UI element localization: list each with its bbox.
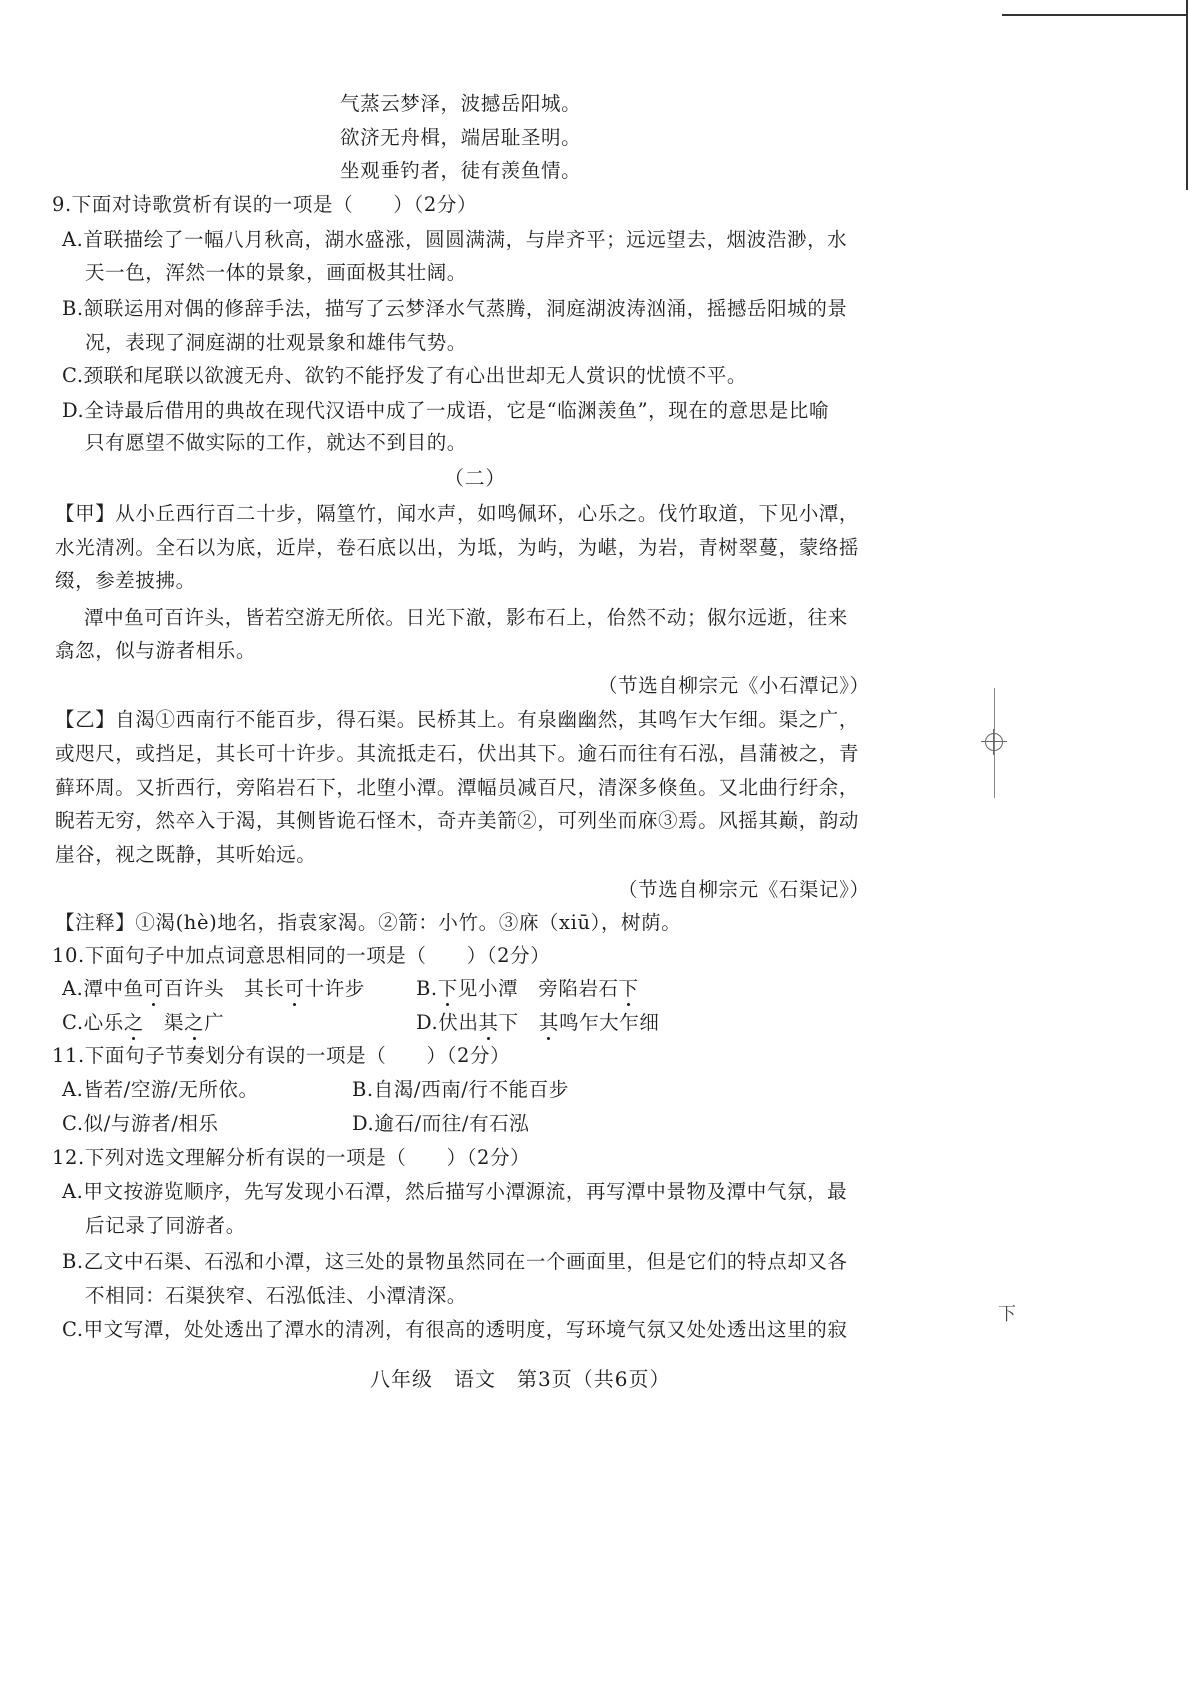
q9-option-a-line2: 天一色，浑然一体的景象，画面极其壮阔。 xyxy=(85,261,467,284)
passage-jia-line1: 【甲】从小丘西行百二十步，隔篁竹，闻水声，如鸣佩环，心乐之。伐竹取道，下见小潭， xyxy=(55,502,860,525)
q10-a-text-3: 十许步 xyxy=(304,977,365,1000)
q10-a-text-1: A.潭中鱼 xyxy=(62,977,144,1000)
scan-edge-line-top xyxy=(1002,14,1188,16)
q12-option-a-line1: A.甲文按游览顺序，先写发现小石潭，然后描写小潭源流，再写潭中景物及潭中气氛，最 xyxy=(62,1180,848,1203)
passage-jia-line2: 水光清冽。全石以为底，近岸，卷石底以出，为坻，为屿，为嵁，为岩，青树翠蔓，蒙络摇 xyxy=(55,536,860,559)
passage-yi-line2: 或咫尺，或挡足，其长可十许步。其流抵走石，伏出其下。逾石而往有石泓，昌蒲被之，青 xyxy=(55,742,860,765)
passage-jia-source: （节选自柳宗元《小石潭记》） xyxy=(598,674,870,697)
scan-edge-line-right xyxy=(1186,0,1188,190)
q11-option-b: B.自渴/西南/行不能百步 xyxy=(352,1078,569,1101)
q10-d-text-2: 下 xyxy=(498,1011,539,1034)
q11-stem: 11.下面句子节奏划分有误的一项是（ ）（2分） xyxy=(52,1044,511,1067)
registration-mark-icon xyxy=(985,733,1003,751)
q10-a-dotted-2: 可 xyxy=(284,977,305,1000)
passage-yi-source: （节选自柳宗元《石渠记》） xyxy=(618,878,870,901)
q12-option-c-line1: C.甲文写潭，处处透出了潭水的清冽，有很高的透明度，写环境气氛又处处透出这里的寂 xyxy=(62,1318,848,1341)
q12-option-a-line2: 后记录了同游者。 xyxy=(85,1214,246,1237)
passage-jia-line4: 潭中鱼可百许头，皆若空游无所依。日光下澈，影布石上，佁然不动；俶尔远逝，往来 xyxy=(84,606,848,629)
q9-option-b-line2: 况，表现了洞庭湖的壮观景象和雄伟气势。 xyxy=(85,331,467,354)
q10-d-text-3: 鸣乍大乍细 xyxy=(558,1011,660,1034)
q10-b-dotted-1: 下 xyxy=(437,977,458,1000)
passage-yi-line4: 睨若无穷，然卒入于渴，其侧皆诡石怪木，奇卉美箭②，可列坐而庥③焉。风摇其巅，韵动 xyxy=(55,809,860,832)
q10-b-dotted-2: 下 xyxy=(618,977,639,1000)
q10-d-dotted-2: 其 xyxy=(538,1011,559,1034)
q10-c-dotted-1: 之 xyxy=(123,1011,144,1034)
q10-option-c xyxy=(62,1011,224,1035)
q10-c-dotted-2: 之 xyxy=(184,1011,205,1034)
q9-option-b-line1: B.颔联运用对偶的修辞手法，描写了云梦泽水气蒸腾，洞庭湖波涛汹涌，摇撼岳阳城的景 xyxy=(62,297,848,320)
q10-option-d xyxy=(416,1011,659,1035)
passage-yi-line3: 藓环周。又折西行，旁陷岩石下，北堕小潭。潭幅员减百尺，清深多倏鱼。又北曲行纡余， xyxy=(55,776,860,799)
page-footer: 八年级 语文 第3页（共6页） xyxy=(370,1367,671,1391)
q10-option-a xyxy=(62,977,365,1001)
q10-c-text-3: 广 xyxy=(204,1011,225,1034)
q9-stem: 9.下面对诗歌赏析有误的一项是（ ）（2分） xyxy=(52,193,478,216)
q11-option-d: D.逾石/而往/有石泓 xyxy=(352,1112,530,1135)
q9-option-d-line1: D.全诗最后借用的典故在现代汉语中成了一成语，它是“临渊羡鱼”，现在的意思是比喻 xyxy=(62,399,830,422)
q11-option-a: A.皆若/空游/无所依。 xyxy=(62,1078,259,1101)
passage-yi-line5: 崖谷，视之既静，其听始远。 xyxy=(55,843,317,866)
q9-option-c: C.颈联和尾联以欲渡无舟、欲钓不能抒发了有心出世却无人赏识的忧愤不平。 xyxy=(62,364,747,387)
passage-jia-line5: 翕忽，似与游者相乐。 xyxy=(55,639,257,662)
q9-option-a-line1: A.首联描绘了一幅八月秋高，湖水盛涨，圆圆满满，与岸齐平；远远望去，烟波浩渺，水 xyxy=(62,228,848,251)
q11-option-c: C.似/与游者/相乐 xyxy=(62,1112,219,1135)
q10-d-text-1: D.伏出 xyxy=(416,1011,479,1034)
q10-d-dotted-1: 其 xyxy=(478,1011,499,1034)
q12-stem: 12.下列对选文理解分析有误的一项是（ ）（2分） xyxy=(52,1146,531,1169)
q10-c-text-1: C.心乐 xyxy=(62,1011,124,1034)
q10-a-text-2: 百许头 其长 xyxy=(163,977,285,1000)
section-title: （二） xyxy=(444,466,506,490)
q10-b-text-1: B. xyxy=(416,977,438,1000)
q9-option-d-line2: 只有愿望不做实际的工作，就达不到目的。 xyxy=(85,431,467,454)
margin-mark: 下 xyxy=(998,1304,1016,1325)
poem-line-3: 气蒸云梦泽，波撼岳阳城。 xyxy=(340,92,582,115)
q12-option-b-line1: B.乙文中石渠、石泓和小潭，这三处的景物虽然同在一个画面里，但是它们的特点却又各 xyxy=(62,1250,848,1273)
q10-stem: 10.下面句子中加点词意思相同的一项是（ ）（2分） xyxy=(52,944,551,967)
q10-b-text-2: 见小潭 旁陷岩石 xyxy=(457,977,619,1000)
poem-line-4: 欲济无舟楫，端居耻圣明。 xyxy=(340,126,582,149)
poem-line-5: 坐观垂钓者，徒有羡鱼情。 xyxy=(340,159,582,182)
annotation-note: 【注释】①渴(hè)地名，指袁家渴。②箭：小竹。③庥（xiū），树荫。 xyxy=(55,911,682,934)
q10-c-text-2: 渠 xyxy=(143,1011,185,1034)
passage-yi-line1: 【乙】自渴①西南行不能百步，得石渠。民桥其上。有泉幽幽然，其鸣乍大乍细。渠之广， xyxy=(55,708,860,731)
q10-a-dotted-1: 可 xyxy=(143,977,164,1000)
passage-jia-line3: 缀，参差披拂。 xyxy=(55,569,196,592)
q10-option-b xyxy=(416,977,639,1001)
q12-option-b-line2: 不相同：石渠狭窄、石泓低洼、小潭清深。 xyxy=(85,1284,467,1307)
